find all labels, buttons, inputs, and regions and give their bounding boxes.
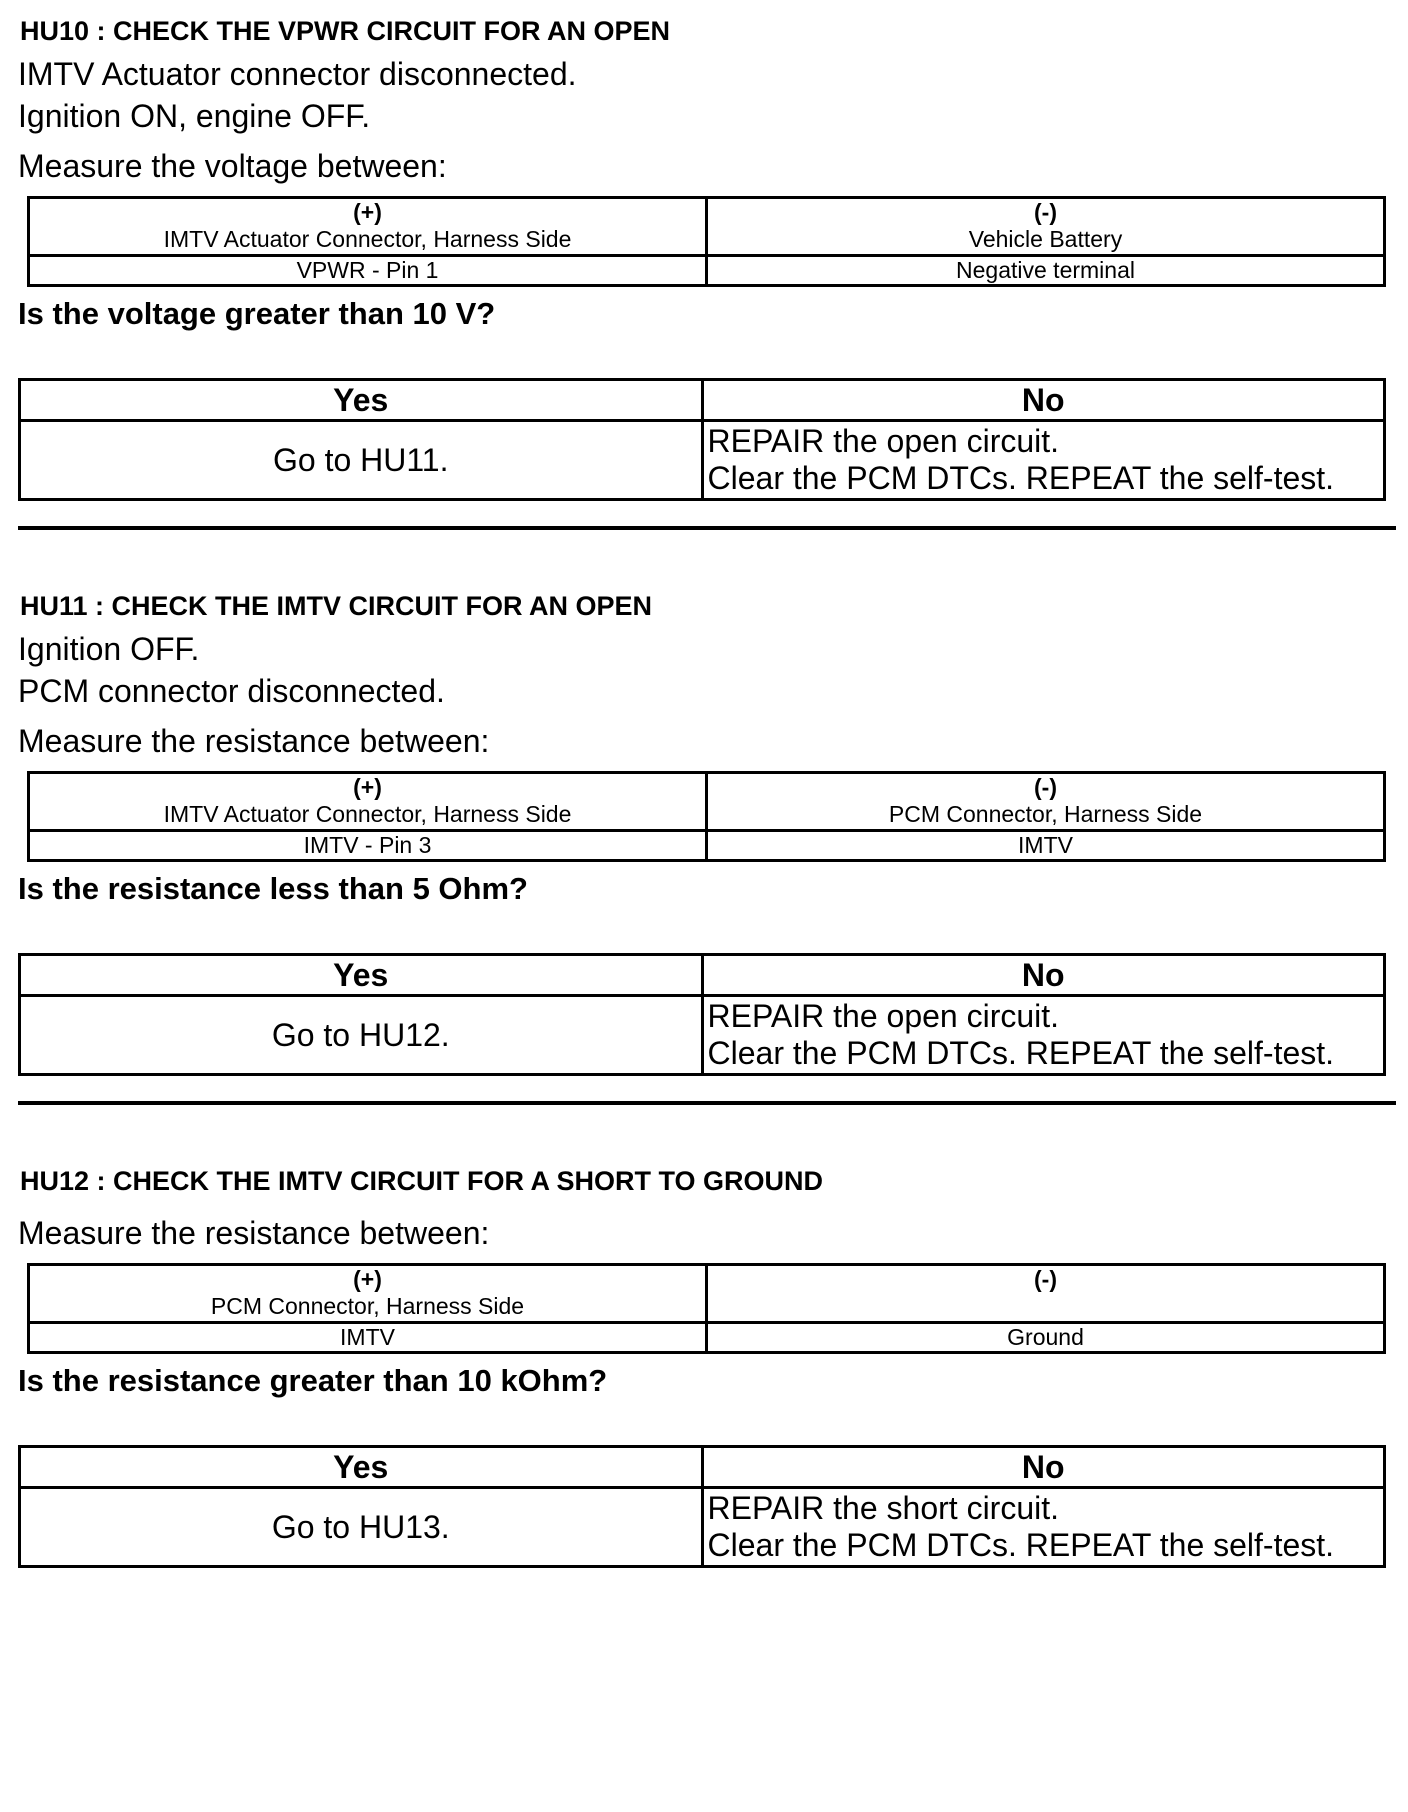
positive-probe-label: IMTV Actuator Connector, Harness Side	[163, 801, 572, 827]
condition-line: Ignition OFF.	[18, 631, 200, 667]
negative-probe-cell	[707, 1265, 1385, 1323]
result-table-hu11	[18, 953, 1386, 1076]
no-action-line: REPAIR the open circuit.	[707, 423, 1060, 459]
yes-action: Go to HU11.	[20, 421, 703, 500]
result-table-hu10	[18, 378, 1386, 501]
positive-probe-cell	[29, 198, 707, 256]
yes-header: Yes	[20, 380, 703, 421]
measure-instruction: Measure the resistance between:	[18, 723, 490, 759]
yes-header: Yes	[20, 1447, 703, 1488]
no-action-line: REPAIR the short circuit.	[707, 1490, 1060, 1526]
no-action-line: Clear the PCM DTCs. REPEAT the self-test.	[707, 1035, 1335, 1071]
no-header: No	[702, 1447, 1385, 1488]
positive-sign: (+)	[353, 1266, 382, 1292]
negative-sign: (-)	[1034, 199, 1057, 225]
no-header: No	[702, 380, 1385, 421]
positive-probe-value: IMTV - Pin 3	[29, 831, 707, 861]
measurement-table-hu10	[27, 196, 1386, 287]
negative-probe-label: PCM Connector, Harness Side	[888, 801, 1203, 827]
negative-probe-label: Vehicle Battery	[968, 226, 1123, 252]
measurement-table-hu11	[27, 771, 1386, 862]
no-action	[702, 421, 1385, 500]
measure-instruction: Measure the resistance between:	[18, 1215, 490, 1251]
condition-line: PCM connector disconnected.	[18, 673, 445, 709]
measure-instruction: Measure the voltage between:	[18, 148, 447, 184]
positive-probe-label: PCM Connector, Harness Side	[210, 1293, 525, 1319]
positive-probe-cell	[29, 1265, 707, 1323]
no-action-line: REPAIR the open circuit.	[707, 998, 1060, 1034]
step-title-hu12: HU12 : CHECK THE IMTV CIRCUIT FOR A SHORT TO GROUND	[20, 1166, 824, 1196]
positive-probe-value: VPWR - Pin 1	[29, 256, 707, 286]
positive-sign: (+)	[353, 774, 382, 800]
question-hu12: Is the resistance greater than 10 kOhm?	[18, 1363, 608, 1398]
negative-probe-value: IMTV	[707, 831, 1385, 861]
yes-action: Go to HU13.	[20, 1488, 703, 1567]
negative-probe-cell	[707, 198, 1385, 256]
negative-sign: (-)	[1034, 774, 1057, 800]
condition-line: Ignition ON, engine OFF.	[18, 98, 371, 134]
no-header: No	[702, 955, 1385, 996]
question-hu11: Is the resistance less than 5 Ohm?	[18, 871, 528, 906]
negative-probe-value: Ground	[707, 1323, 1385, 1353]
no-action-line: Clear the PCM DTCs. REPEAT the self-test.	[707, 1527, 1335, 1563]
positive-probe-label: IMTV Actuator Connector, Harness Side	[163, 226, 572, 252]
step-title-hu11: HU11 : CHECK THE IMTV CIRCUIT FOR AN OPEN	[20, 591, 653, 621]
yes-action: Go to HU12.	[20, 996, 703, 1075]
negative-probe-value: Negative terminal	[707, 256, 1385, 286]
result-table-hu12	[18, 1445, 1386, 1568]
no-action	[702, 1488, 1385, 1567]
positive-probe-value: IMTV	[29, 1323, 707, 1353]
yes-header: Yes	[20, 955, 703, 996]
section-divider	[18, 1101, 1396, 1105]
no-action	[702, 996, 1385, 1075]
measurement-table-hu12	[27, 1263, 1386, 1354]
positive-probe-cell	[29, 773, 707, 831]
negative-probe-cell	[707, 773, 1385, 831]
negative-sign: (-)	[1034, 1266, 1057, 1292]
question-hu10: Is the voltage greater than 10 V?	[18, 296, 496, 331]
step-title-hu10: HU10 : CHECK THE VPWR CIRCUIT FOR AN OPEN	[20, 16, 671, 46]
condition-line: IMTV Actuator connector disconnected.	[18, 56, 577, 92]
section-divider	[18, 526, 1396, 530]
no-action-line: Clear the PCM DTCs. REPEAT the self-test.	[707, 460, 1335, 496]
positive-sign: (+)	[353, 199, 382, 225]
